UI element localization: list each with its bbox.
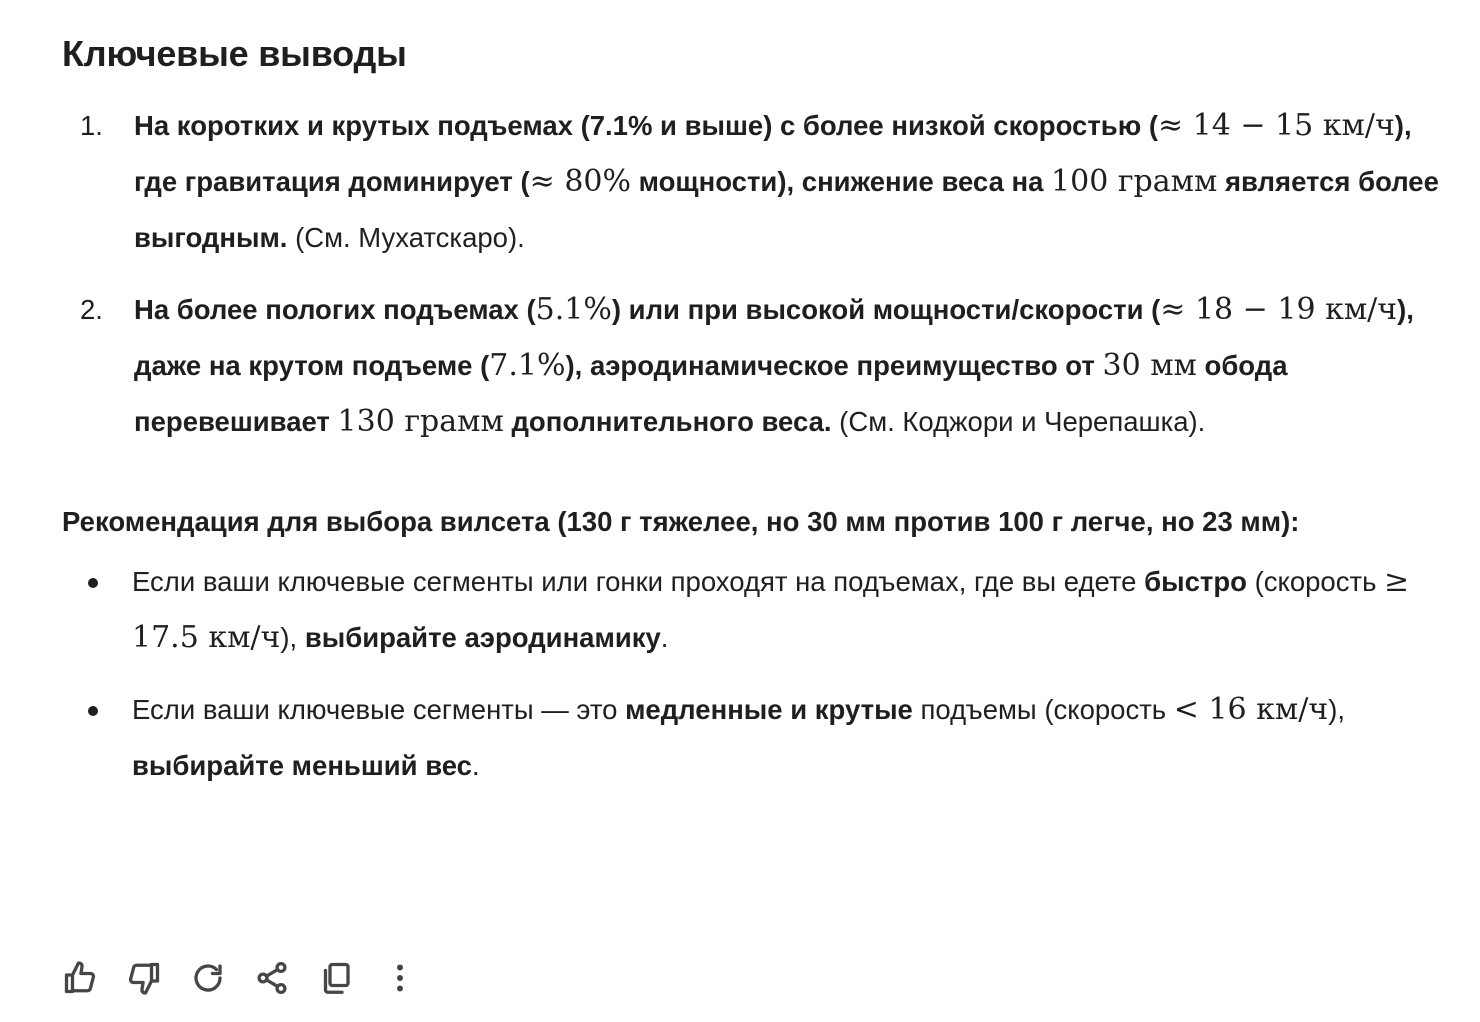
- recommendation-title: Рекомендация для выбора вилсета (130 г тяжелее, но 30 мм против 100 г легче, но 23 мм):: [62, 506, 1300, 537]
- bold-text: На более пологих подъемах (: [134, 294, 536, 325]
- list-item: [62, 682, 1462, 794]
- more-vert-icon: [382, 960, 418, 996]
- math-expression: 7.1%: [489, 348, 566, 383]
- thumb-down-icon: [126, 960, 162, 996]
- regenerate-button[interactable]: [188, 958, 228, 998]
- bullet-dot: [88, 706, 98, 716]
- regenerate-icon: [190, 960, 226, 996]
- bold-text: ) или при высокой мощности/скорости (: [611, 294, 1161, 325]
- response-actions-toolbar: [60, 958, 444, 998]
- bold-text: мощности), снижение веса на: [631, 166, 1052, 197]
- more-options-button[interactable]: [380, 958, 420, 998]
- thumb-down-button[interactable]: [124, 958, 164, 998]
- math-expression: ≈ 80%: [529, 164, 631, 199]
- math-expression: 100 грамм: [1051, 164, 1218, 199]
- body-text: подъемы (скорость: [912, 694, 1174, 725]
- bold-text: На коротких и крутых подъемах (7.1% и выше) с более низкой скоростью (: [134, 110, 1158, 141]
- bold-text: ), аэродинамическое преимущество от: [565, 350, 1103, 381]
- bold-text: выбирайте аэродинамику: [304, 622, 661, 653]
- list-item: [62, 282, 1462, 450]
- math-expression: < 16 км/ч: [1173, 692, 1329, 727]
- share-button[interactable]: [252, 958, 292, 998]
- bold-text: дополнительного веса.: [503, 406, 832, 437]
- thumb-up-button[interactable]: [60, 958, 100, 998]
- math-expression: ≈ 14 − 15 км/ч: [1157, 108, 1395, 143]
- bold-text: ), где гравитация доминирует (: [134, 110, 1412, 197]
- list-number: 2.: [80, 294, 103, 325]
- list-item: [62, 98, 1462, 266]
- list-number: 1.: [80, 110, 103, 141]
- body-text: (См. Коджори и Черепашка).: [831, 406, 1206, 437]
- bold-text: выбирайте меньший вес: [132, 750, 472, 781]
- share-icon: [254, 960, 290, 996]
- recommendation-list: [62, 554, 1462, 794]
- body-text: .: [660, 622, 669, 653]
- bold-text: быстро: [1144, 566, 1247, 597]
- body-text: (См. Мухатскаро).: [287, 222, 525, 253]
- list-item: [62, 554, 1462, 666]
- bullet-dot: [88, 578, 98, 588]
- body-text: ),: [1328, 694, 1345, 725]
- body-text: Если ваши ключевые сегменты — это: [132, 694, 626, 725]
- math-expression: 30 мм: [1102, 348, 1197, 383]
- copy-button[interactable]: [316, 958, 356, 998]
- body-text: .: [471, 750, 480, 781]
- bold-text: обода перевешивает: [134, 350, 1288, 437]
- copy-icon: [318, 960, 354, 996]
- section-heading: Ключевые выводы: [62, 33, 407, 74]
- math-expression: 5.1%: [535, 292, 612, 327]
- math-expression: ≥ 17.5 км/ч: [132, 564, 1410, 655]
- body-text: Если ваши ключевые сегменты или гонки проходят на подъемах, где вы едете: [132, 566, 1145, 597]
- bold-text: ), даже на крутом подъеме (: [134, 294, 1414, 381]
- key-points-list: [62, 98, 1462, 450]
- body-text: ),: [280, 622, 305, 653]
- bold-text: медленные и крутые: [625, 694, 913, 725]
- math-expression: ≈ 18 − 19 км/ч: [1160, 292, 1398, 327]
- math-expression: 130 грамм: [337, 404, 504, 439]
- response-content: [62, 28, 1462, 810]
- bold-text: является более выгодным.: [134, 166, 1439, 253]
- body-text: (скорость: [1246, 566, 1385, 597]
- thumb-up-icon: [62, 960, 98, 996]
